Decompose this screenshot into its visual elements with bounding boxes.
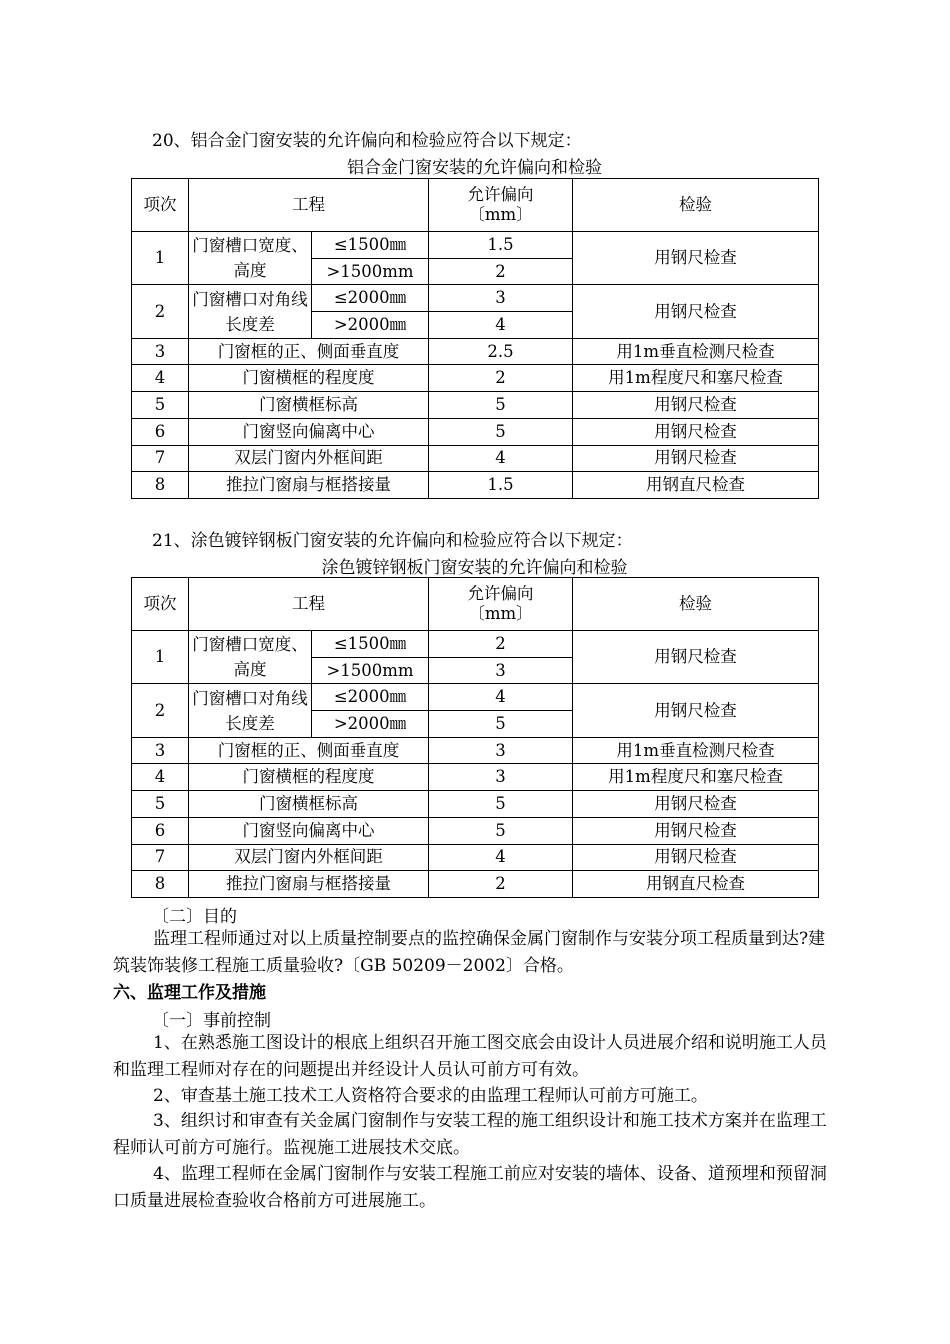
cell-no: 2 [132, 684, 189, 737]
cell-check: 用钢尺检查 [573, 392, 819, 419]
table-row [132, 737, 819, 764]
cell-subitem: ≤1500㎜ [312, 232, 429, 259]
cell-check: 用钢直尺检查 [573, 472, 819, 499]
cell-item: 门窗槽口对角线长度差 [189, 684, 312, 737]
cell-tolerance: 4 [429, 844, 573, 871]
cell-tolerance: 2 [429, 871, 573, 898]
header-check: 检验 [573, 578, 819, 631]
cell-subitem: >2000㎜ [312, 711, 429, 738]
cell-item: 双层门窗内外框间距 [189, 445, 429, 472]
cell-no: 7 [132, 445, 189, 472]
table-row [132, 871, 819, 898]
cell-no: 5 [132, 791, 189, 818]
cell-check: 用钢直尺检查 [573, 871, 819, 898]
cell-tolerance: 5 [429, 791, 573, 818]
cell-subitem: >1500mm [312, 258, 429, 285]
cell-tolerance: 5 [429, 392, 573, 419]
header-no: 项次 [132, 179, 189, 232]
cell-tolerance: 2 [429, 258, 573, 285]
cell-tolerance: 1.5 [429, 472, 573, 499]
purpose-title: 〔二〕目的 [152, 907, 237, 927]
cell-tolerance: 3 [429, 657, 573, 684]
cell-item: 门窗槽口对角线长度差 [189, 285, 312, 338]
cell-check: 用钢尺检查 [573, 285, 819, 338]
cell-check: 用1m程度尺和塞尺检查 [573, 764, 819, 791]
section20-caption: 铝合金门窗安装的允许偏向和检验 [347, 158, 602, 178]
cell-no: 1 [132, 631, 189, 684]
section21-caption: 涂色镀锌钢板门窗安装的允许偏向和检验 [321, 558, 628, 578]
cell-tolerance: 4 [429, 312, 573, 339]
header-check: 检验 [573, 179, 819, 232]
header-item: 工程 [189, 578, 429, 631]
cell-tolerance: 5 [429, 418, 573, 445]
table-row [132, 631, 819, 658]
cell-check: 用钢尺检查 [573, 684, 819, 737]
purpose-paragraph: 监理工程师通过对以上质量控制要点的监控确保金属门窗制作与安装分项工程质量到达?建筑装饰装修工程施工质量验收?〔GB 50209－2002〕合格。 [113, 929, 826, 976]
table-row [132, 392, 819, 419]
cell-subitem: >2000㎜ [312, 312, 429, 339]
cell-no: 6 [132, 817, 189, 844]
table-row [132, 817, 819, 844]
table-row [132, 365, 819, 392]
cell-item: 门窗框的正、侧面垂直度 [189, 737, 429, 764]
table-row [132, 232, 819, 259]
header-no: 项次 [132, 578, 189, 631]
section20-intro: 20、铝合金门窗安装的允许偏向和检验应符合以下规定： [152, 131, 582, 151]
cell-item: 推拉门窗扇与框搭接量 [189, 871, 429, 898]
table-row [132, 338, 819, 365]
cell-check: 用钢尺检查 [573, 232, 819, 285]
cell-item: 门窗横框标高 [189, 791, 429, 818]
cell-tolerance: 5 [429, 817, 573, 844]
section6-item-2: 2、审查基土施工技术工人资格符合要求的由监理工程师认可前方可施工。 [153, 1086, 708, 1106]
cell-check: 用1m程度尺和塞尺检查 [573, 365, 819, 392]
section6-heading: 六、监理工作及措施 [113, 983, 266, 1003]
cell-tolerance: 2.5 [429, 338, 573, 365]
header-tolerance: 允许偏向 〔mm〕 [429, 179, 573, 232]
cell-no: 6 [132, 418, 189, 445]
cell-no: 3 [132, 338, 189, 365]
cell-item: 门窗横框标高 [189, 392, 429, 419]
header-item: 工程 [189, 179, 429, 232]
cell-item: 门窗横框的程度度 [189, 764, 429, 791]
cell-subitem: ≤2000㎜ [312, 684, 429, 711]
cell-tolerance: 4 [429, 684, 573, 711]
table-row [132, 764, 819, 791]
section6-item-4: 4、监理工程师在金属门窗制作与安装工程施工前应对安装的墙体、设备、道预埋和预留洞口质量进展检查验收合格前方可进展施工。 [113, 1164, 827, 1211]
table-row [132, 472, 819, 499]
cell-tolerance: 3 [429, 737, 573, 764]
cell-no: 5 [132, 392, 189, 419]
cell-check: 用钢尺检查 [573, 844, 819, 871]
table-row [132, 791, 819, 818]
table-header-row [132, 179, 819, 232]
cell-tolerance: 3 [429, 764, 573, 791]
cell-no: 8 [132, 871, 189, 898]
cell-item: 门窗槽口宽度、高度 [189, 232, 312, 285]
cell-check: 用钢尺检查 [573, 817, 819, 844]
cell-no: 8 [132, 472, 189, 499]
cell-item: 双层门窗内外框间距 [189, 844, 429, 871]
cell-item: 门窗横框的程度度 [189, 365, 429, 392]
section21-table [131, 577, 819, 898]
section20-table [131, 178, 819, 499]
cell-subitem: >1500mm [312, 657, 429, 684]
cell-check: 用钢尺检查 [573, 418, 819, 445]
cell-check: 用1m垂直检测尺检查 [573, 737, 819, 764]
section21-intro: 21、涂色镀锌钢板门窗安装的允许偏向和检验应符合以下规定： [152, 531, 633, 551]
cell-subitem: ≤2000㎜ [312, 285, 429, 312]
cell-tolerance: 5 [429, 711, 573, 738]
section6-item-1: 1、在熟悉施工图设计的根底上组织召开施工图交底会由设计人员进展介绍和说明施工人员和监理工程师对存在的问题提出并经设计人员认可前方可有效。 [113, 1033, 827, 1080]
cell-item: 门窗框的正、侧面垂直度 [189, 338, 429, 365]
cell-item: 门窗竖向偏离中心 [189, 418, 429, 445]
table-row [132, 684, 819, 711]
cell-check: 用钢尺检查 [573, 631, 819, 684]
table-header-row [132, 578, 819, 631]
cell-item: 门窗槽口宽度、高度 [189, 631, 312, 684]
cell-no: 2 [132, 285, 189, 338]
cell-no: 3 [132, 737, 189, 764]
cell-item: 门窗竖向偏离中心 [189, 817, 429, 844]
table-row [132, 445, 819, 472]
cell-no: 1 [132, 232, 189, 285]
section6-item-3: 3、组织讨和审查有关金属门窗制作与安装工程的施工组织设计和施工技术方案并在监理工程师认可前方可施行。监视施工进展技术交底。 [113, 1111, 827, 1158]
cell-tolerance: 2 [429, 631, 573, 658]
cell-check: 用1m垂直检测尺检查 [573, 338, 819, 365]
table-row [132, 844, 819, 871]
table-row [132, 418, 819, 445]
cell-subitem: ≤1500㎜ [312, 631, 429, 658]
cell-check: 用钢尺检查 [573, 445, 819, 472]
section6-subheading: 〔一〕事前控制 [152, 1011, 271, 1031]
cell-tolerance: 4 [429, 445, 573, 472]
cell-tolerance: 2 [429, 365, 573, 392]
cell-no: 4 [132, 764, 189, 791]
cell-check: 用钢尺检查 [573, 791, 819, 818]
cell-tolerance: 3 [429, 285, 573, 312]
cell-no: 4 [132, 365, 189, 392]
header-tolerance: 允许偏向 〔mm〕 [429, 578, 573, 631]
table-row [132, 285, 819, 312]
cell-tolerance: 1.5 [429, 232, 573, 259]
cell-no: 7 [132, 844, 189, 871]
cell-item: 推拉门窗扇与框搭接量 [189, 472, 429, 499]
